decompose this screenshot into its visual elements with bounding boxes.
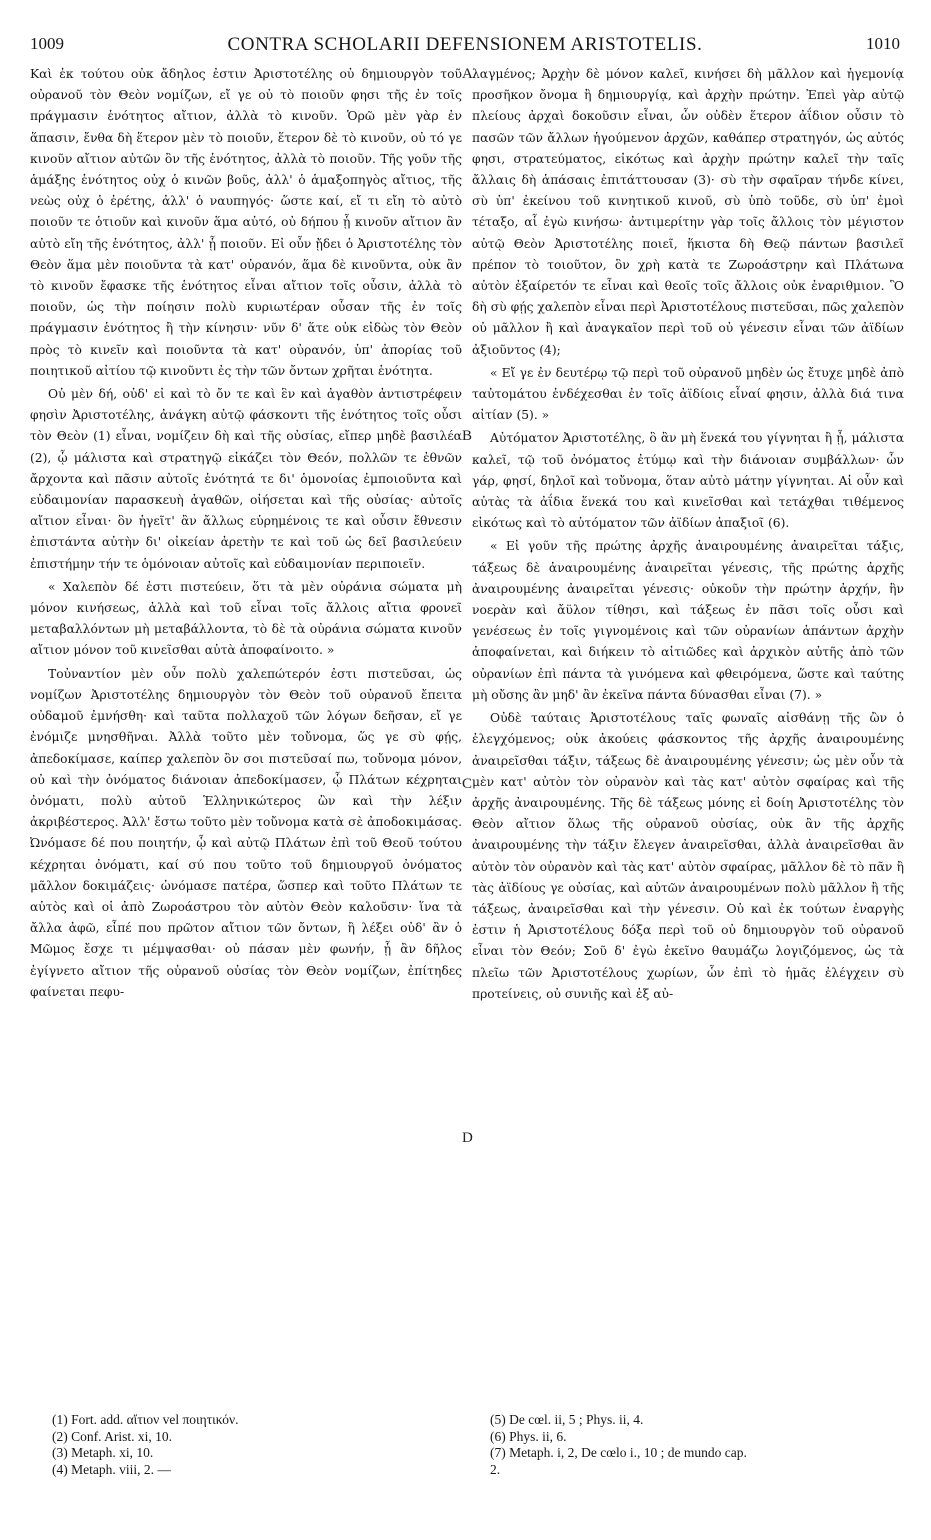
right-column — [472, 64, 904, 1005]
footnote: (5) De cœl. ii, 5 ; Phys. ii, 4. — [490, 1412, 644, 1427]
running-title: CONTRA SCHOLARII DEFENSIONEM ARISTOTELIS. — [227, 34, 703, 55]
page-number-right: 1010 — [866, 34, 900, 53]
footnote: (6) Phys. ii, 6. — [490, 1428, 567, 1444]
footnote: (7) Metaph. i, 2, De cœlo i., 10 ; de mundo cap. — [490, 1445, 747, 1460]
footnotes-left — [52, 1412, 472, 1478]
paragraph: Οὐ μὲν δή, οὐδ' εἰ καὶ τὸ ὄν τε καὶ ἓν καὶ ἀγαθὸν ἀντιστρέφειν φησὶν Ἀριστοτέλης, ἀνάγκη αὐτῷ φάσκοντι τῆς ἑνότητος τοῖς οὖσι τὸν Θεὸν (1) εἶναι, νομίζειν δὴ καὶ τῆς οὐσίας, εἴπερ μηδὲ βασιλέα (2), ᾧ μάλιστα καὶ στρατηγῷ εἰκάζει τὸν Θεόν, πολλῶν τε ἐθνῶν ἄρχοντα καὶ πᾶσιν αὐτοῖς ἑνότητά τε δι' ὁμονοίας ἐμποιοῦντα καὶ εὐδαιμονίαν παρασκευὴ ἀγαθῶν, οἰήσεται καὶ τῆς οὐσίας· αὐτοῖς αἴτιον εἶναι· ὃν ἡγεῖτ' ἂν ἄλλως εὑρημένοις τε καὶ οὖσιν ἔθνεσιν ἐπιστάντα αὐτὴν δι' οἰκείαν ἀρετὴν τε καὶ τοῦ ὡς δεῖ βασιλεύειν ἐπιστήμην τήν τε ὁμόνοιαν αὐτοῖς καὶ εὐδαιμονίαν περιποιεῖν. — [30, 387, 462, 571]
paragraph: λαγμένος; Ἀρχὴν δὲ μόνον καλεῖ, κινήσει δὴ μᾶλλον καὶ ἡγεμονίᾳ προσῆκον ὄνομα ἢ δημιουργίᾳ, καὶ ἀρχὴν πρώτην. Ἐπεὶ γὰρ αὐτῷ πλείους ἀρχαὶ δοκοῦσιν εἶναι, ὧν οὐδὲν ἕτερον ἀΐδιον οὖσιν τὸ πασῶν τῶν ἄλλων ἡγούμενον ἀρχῶν, καθάπερ στρατηγόν, ὡς αὐτός φησι, στρατεύματος, εἰκότως καὶ ἀρχὴν πρώτην καλεῖ τὴν ταῖς ἄλλαις δὴ ἁπάσαις ἐπιτάττουσαν (3)· σὺ τὴν σφαῖραν τήνδε κίνει, σὺ ὑπ' ἐκείνου τοῦ κινητικοῦ κινοῦ, σὺ ὑπὸ τοῦδε, σὺ ὑπ' ἐμοὶ τέταξο, αἷ ἐγὼ κινήσω· ἀντιμερίτην γὰρ τοῖς ἄλλοις τὸν μέγιστον αὐτῷ Θεὸν Ἀριστοτέλης ποιεῖ, ἥκιστα δὴ Θεῷ πάντων βασιλεῖ πρέπον τὸ τοιοῦτον, ὃν χρὴ κατὰ τε Ζωροάστρην καὶ Πλάτωνα αὐτὸν ἐξαίρετόν τε εἶναι καὶ θεοῖς τοῖς ἄλλοις οὐκ ἐναριθμιον. Ὃ δὴ σὺ φῄς χαλεπὸν εἶναι περὶ Ἀριστοτέλους πιστεῦσαι, πῶς χαλεπὸν οὐ μᾶλλον ἢ καὶ ἀναγκαῖον περὶ τοῦ οὐ γένεσιν εἶναι τῶν ἀϊδίων ἀξιοῦντος (4); — [472, 67, 904, 357]
footnote: (4) Metaph. viii, 2. — — [52, 1461, 171, 1477]
paragraph: Τοὐναντίον μὲν οὖν πολὺ χαλεπώτερόν ἐστι πιστεῦσαι, ὡς νομίζων Ἀριστοτέλης δημιουργὸν τὸν Θεὸν τοῦ οὐρανοῦ ἔπειτα οὐδαμοῦ ἐμνήσθη· καὶ ταῦτα πολλαχοῦ τῶν λόγων δεῆσαν, εἴ γε ἐνόμιζε μνησθῆναι. Ἀλλὰ τοῦτο μὲν τοὔνομα, ὥς γε σὺ φῄς, ἀπεδοκίμασε, καίπερ χαλεπὸν ὂν σοι πιστεῦσαί πω, τοὔνομα μόνον, οὐ καὶ τὴν ὀνόματος διάνοιαν ἀπεδοκίμασεν, ᾧ Πλάτων κέχρηται ὀνόματι, πολὺ αὐτοῦ Ἑλληνικώτερος ὢν καὶ τὴν λέξιν ἀκριβέστερος. Ἀλλ' ἔστω τοῦτο μὲν τοὔνομα κατὰ σὲ ἀποδοκιμάσας. Ὠνόμασε δέ που ποιητήν, ᾧ καὶ αὐτῷ Πλάτων ἐπὶ τοῦ Θεοῦ τούτου κέχρηται ὀνόματι, καί σύ που τοῦτο τοῦ δημιουργοῦ ὀνόματος μᾶλλον δοκιμάζεις· ὠνόμασε πατέρα, ὥσπερ καὶ τοῦτο Πλάτων τε αὐτὸς καὶ οἱ ἀπὸ Ζωροάστρου τὸν αὐτὸν Θεὸν καλοῦσιν· ἵνα τὰ ἄλλα ἀφῶ, εἶπέ που πρῶτον αἴτιον τῶν ὄντων, ἢ λέξει οὐδ' ἂν ὁ Μῶμος ἔσχε τι μέμψασθαι· οὐ πάσαν μὲν φωνήν, ᾗ ἂν δῆλος ἐγίγνετο αἴτιον τῆς οὐρανοῦ οὐσίας τὸν Θεὸν νομίζων, ἐπίτηδες φαίνεται πεφυ- — [30, 666, 462, 999]
footnote: (2) Conf. Arist. xi, 10. — [52, 1428, 172, 1444]
paragraph: Αὐτόματον Ἀριστοτέλης, ὃ ἂν μὴ ἕνεκά του γίγνηται ἢ ᾖ, μάλιστα καλεῖ, τῷ τοῦ ὀνόματος ἐτύμῳ καὶ τὴν διάνοιαν συμβάλλων· ὧν γάρ, φησί, δηλοῖ καὶ τοὔνομα, ὅταν αὐτὸ μάτην γίγνηται. Αἱ οὖν καὶ αὐτὰς τὰ ἀΐδια ἕνεκά του καὶ κινεῖσθαι καὶ τετάχθαι τιθέμενος εἰκότως καὶ τὸ αὐτόματον τῶν ἀϊδίων ἀπαξιοῖ (6). — [472, 431, 904, 531]
margin-marker-a: A — [462, 66, 473, 82]
paragraph: Καὶ ἐκ τούτου οὐκ ἄδηλος ἐστιν Ἀριστοτέλης οὐ δημιουργὸν τοῦ οὐρανοῦ τὸν Θεὸν νομίζων, εἴ γε οὐ τὸ ποιοῦν φησι τῆς ἐν τοῖς πράγμασιν ἑνότητος αἴτιον, ἀλλὰ τὸ κινοῦν. Ὁρῶ μὲν γὰρ ἐν ἅπασιν, ἔνθα δὴ ἕτερον μὲν τὸ ποιοῦν, ἕτερον δὲ τὸ κινοῦν, οὐ τό γε κινοῦν αἴτιον αὐτῶν ὂν τῆς ἑνότητος, ἀλλὰ τὸ ποιοῦν. Τῆς γοῦν τῆς ἁμάξης ἑνότητος οὐχ ὁ κινῶν βοῦς, ἀλλ' ὁ ἁμαξοπηγὸς αἴτιος, τῆς νεὼς οὐχ ὁ ἐρέτης, ἀλλ' ὁ ναυπηγός· ὥστε καί, εἴ τι εἴη τὸ αὐτὸ ποιοῦν τε ὁτιοῦν καὶ κινοῦν ἅμα αὐτό, οὐ δήπου ᾗ κινοῦν αἴτιον ἂν αὐτὸ εἴη τῆς ἑνότητος, ἀλλ' ᾗ ποιοῦν. Εἰ οὖν ᾔδει ὁ Ἀριστοτέλης τὸν Θεὸν ἅμα μὲν ποιοῦντα τὰ κατ' οὐρανόν, ἅμα δὲ κινοῦντα, οὐκ ἂν τὸ κινοῦν ἔφασκε τῆς ἑνότητος εἶναι αἴτιον τοῖς οὖσιν, ἀλλὰ τὸ ποιοῦν, ὡς τὴν ποίησιν πολὺ κυριωτέραν οὖσαν τῆς ἐν τοῖς πράγμασιν ἑνότητος ἢ τὴν κίνησιν· νῦν δ' ἅτε οὐκ εἰδὼς τὸν Θεὸν πρὸς τὸ κινεῖν καὶ ποιοῦντα τὰ κατ' οὐρανόν, ὑπ' ἀπορίας τοῦ ποιητικοῦ αἰτίου τῷ κινοῦντι ἐς τὴν τῶν ὄντων χρῆται ἑνότητα. — [30, 67, 462, 378]
margin-marker-b: B — [462, 428, 473, 444]
quoted-paragraph: « Εἴ γε ἐν δευτέρῳ τῷ περὶ τοῦ οὐρανοῦ μηδὲν ὡς ἔτυχε μηδὲ ἀπὸ ταὐτομάτου ἐνδέχεσθαι ἐν τοῖς ἀϊδίοις εἶναί φησιν, ἀλλὰ διά τινα αἰτίαν (5). » — [472, 365, 904, 423]
footnote: (1) Fort. add. αἴτιον vel ποιητικόν. — [52, 1412, 239, 1427]
left-column — [30, 64, 462, 1003]
footnotes-right — [490, 1412, 910, 1478]
paragraph: Οὐδὲ ταύταις Ἀριστοτέλους ταῖς φωναῖς αἰσθάνῃ τῆς ὢν ὁ ἐλεγχόμενος; οὐκ ἀκούεις φάσκοντος τῆς ἀρχῆς ἀναιρουμένης ἀναιρεῖσθαι τάξιν, τάξεως δὲ ἀναιρουμένης γένεσιν; ὡς μὲν οὖν τὰ μὲν κατ' αὐτὸν τὸν οὐρανὸν καὶ τὰς κατ' αὐτὸν σφαίρας καὶ τῆς ἀρχῆς ἀναιρουμένης. Τῆς δὲ τάξεως μόνης εἰ δοίη Ἀριστοτέλης τὸν Θεὸν αἴτιον ὅλως τῆς οὐρανοῦ οὐσίας, οὐκ ἂν τῆς ἀρχῆς ἀναιρουμένης τὴν τάξιν ἔλεγεν ἀναιρεῖσθαι, ἀλλὰ ἀναιρεῖσθαι ἂν αὐτὸν τὸν οὐρανὸν καὶ τὰς κατ' αὐτὸν σφαίρας, μᾶλλον δὲ τὸ πᾶν ἢ τὰς ἀϊδίους γε οὐσίας, καὶ αὐτῶν ἀναιρουμένων πολὺ μᾶλλον ἢ τῆς τάξεως, ἀναιρεῖσθαι καὶ τὴν γένεσιν. Οὐ καὶ ἐκ τούτων ἐναργὴς ἐστιν ἡ Ἀριστοτέλους δόξα περὶ τοῦ οὐ δημιουργὸν τοῦ οὐρανοῦ εἶναι τὸν Θεόν; Σοῦ δ' ἐγὼ ἐκεῖνο θαυμάζω λογιζόμενος, ὡς τὰ πλεῖω τῶν Ἀριστοτέλους χωρίων, ὧν ἐπὶ τὸ ἡμᾶς ἐλέγχειν σὺ προτείνεις, οὐ συνιῆς καὶ ἐξ αὐ- — [472, 711, 904, 1001]
page-number-left: 1009 — [30, 34, 64, 53]
footnote: 2. — [490, 1461, 501, 1477]
quoted-paragraph: « Χαλεπὸν δέ ἐστι πιστεύειν, ὅτι τὰ μὲν οὐράνια σώματα μὴ μόνον κινήσεως, ἀλλὰ καὶ τοῦ εἶναι τοῖς ἄλλοις αἴτια φρονεῖ μεταβαλλόντων μὴ μεταβάλλοντα, τὸ δὲ τὰ οὐράνια σώματα κινοῦν αἴτιον μόνον τοῦ κινεῖσθαι αὐτὰ ἀποφαίνοιτο. » — [30, 579, 462, 658]
quoted-paragraph: « Εἰ γοῦν τῆς πρώτης ἀρχῆς ἀναιρουμένης ἀναιρεῖται τάξις, τάξεως δὲ ἀναιρουμένης ἀναιρεῖται γένεσις, τῆς πρώτης ἀρχῆς ἀναιρουμένης ἀναιρεῖται γένεσις· οὐκοῦν τὴν πρώτην ἀρχήν, ἣν νοερὰν καὶ ἄϋλον τίθησι, καὶ τάξεως ἐν πᾶσι τοῖς οὖσι καὶ γενέσεως ἐν τοῖς γιγνομένοις καὶ τῶν οὐρανίων ἁπάντων ἀρχὴν ἀποφαίνεται, καὶ διήκειν τὸ αἰτιῶδες καὶ ἀρχικὸν αὐτῆς ἀπὸ τῶν οὐρανίων ἐπὶ πάντα τὰ γινόμενα καὶ φθειρόμενα, ὥστε καὶ ταύτης μὴ οὔσης ἂν μηδ' ἂν ἐκεῖνα πάντα δύνασθαι εἶναι (7). » — [472, 539, 904, 702]
margin-marker-d: D — [462, 1130, 473, 1146]
footnote: (3) Metaph. xi, 10. — [52, 1445, 154, 1460]
page-header — [30, 34, 900, 58]
margin-marker-c: C — [462, 776, 473, 792]
